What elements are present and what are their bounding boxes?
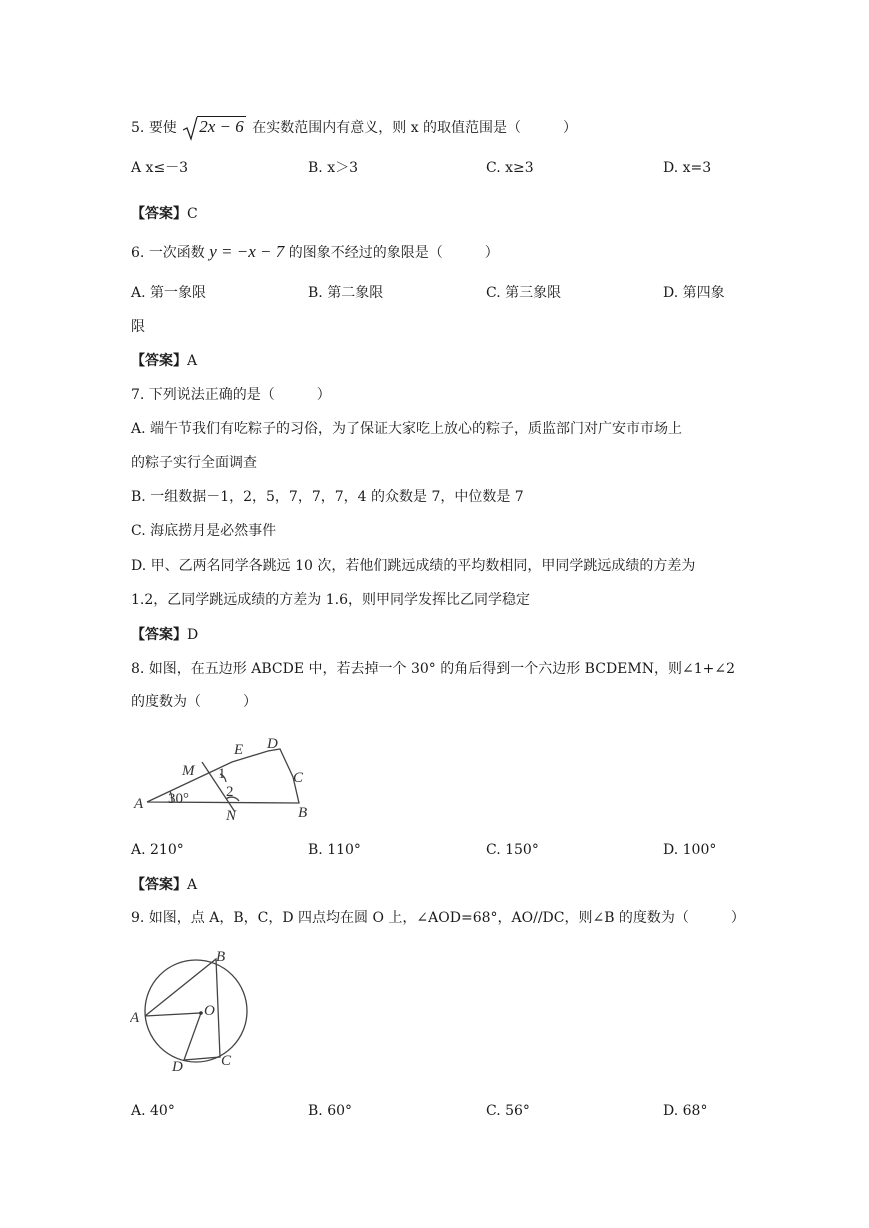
q6-number: 6.: [131, 245, 145, 261]
q7-option-a-line2: 的粽子实行全面调查: [131, 455, 257, 471]
q5-radicand: 2x − 6: [199, 117, 244, 136]
answer-value: D: [187, 627, 199, 643]
answer-value: C: [187, 206, 198, 222]
q8-option-c: C. 150°: [486, 842, 539, 858]
q7-option-c: C. 海底捞月是必然事件: [131, 523, 277, 539]
fig-label-d: D: [267, 736, 278, 752]
q7-option-d-line1: D. 甲、乙两名同学各跳远 10 次，若他们跳远成绩的平均数相同，甲同学跳远成绩的方差为: [131, 558, 696, 574]
q5-stem-post: 在实数范围内有意义，则 x 的取值范围是（ ）: [252, 120, 578, 136]
fig-label-b: B: [298, 805, 308, 821]
fig-label-d: D: [172, 1059, 183, 1075]
q8-stem-line2: 的度数为（ ）: [131, 694, 257, 710]
fig-label-c: C: [221, 1053, 232, 1069]
q5-number: 5.: [131, 120, 145, 136]
fig-label-a: A: [134, 796, 144, 812]
q5-option-a: A x≤－3: [131, 160, 189, 176]
q8-option-b: B. 110°: [308, 842, 361, 858]
fig-label-b: B: [216, 949, 226, 965]
answer-label: 【答案】: [131, 877, 187, 893]
q7-option-a-line1: A. 端午节我们有吃粽子的习俗，为了保证大家吃上放心的粽子，质监部门对广安市市场上: [131, 421, 683, 437]
center-point: [199, 1011, 203, 1015]
pentagon-figure: [130, 730, 330, 825]
fig-label-angle-2: 2: [226, 784, 234, 800]
q9-stem: 9. 如图，点 A，B，C，D 四点均在圆 O 上，∠AOD=68°，AO//DC，则∠B 的度数为（ ）: [131, 910, 745, 926]
q9-option-d: D. 68°: [663, 1103, 708, 1119]
q6-stem-post: 的图象不经过的象限是（ ）: [288, 245, 499, 261]
q6-option-a: A. 第一象限: [131, 285, 207, 301]
q5-option-d: D. x=3: [663, 160, 712, 176]
fig-label-e: E: [234, 742, 244, 758]
q5-stem-pre: 要使: [148, 120, 177, 136]
q8-answer: [131, 874, 197, 894]
q6-stem-pre: 一次函数: [148, 245, 205, 261]
fig-label-angle: 30°: [168, 791, 189, 807]
q9-option-a: A. 40°: [131, 1103, 175, 1119]
fig-label-angle-1: 1: [218, 766, 226, 782]
answer-value: A: [187, 353, 198, 369]
fig-label-c: C: [293, 770, 304, 786]
radical-sign-icon: [183, 115, 199, 141]
answer-label: 【答案】: [131, 353, 187, 369]
fig-label-m: M: [182, 763, 195, 779]
q6-option-d: D. 第四象: [663, 285, 725, 301]
answer-label: 【答案】: [131, 206, 187, 222]
fig-label-o: O: [204, 1003, 215, 1019]
q8-option-d: D. 100°: [663, 842, 717, 858]
sqrt-expression: [183, 117, 246, 138]
q8-option-a: A. 210°: [131, 842, 184, 858]
fig-label-n: N: [226, 808, 237, 824]
q7-option-d-line2: 1.2，乙同学跳远成绩的方差为 1.6，则甲同学发挥比乙同学稳定: [131, 592, 530, 608]
q5-option-b: B. x＞3: [308, 160, 358, 176]
q8-stem-line1: 8. 如图，在五边形 ABCDE 中，若去掉一个 30° 的角后得到一个六边形 BCDEMN，则∠1+∠2: [131, 661, 735, 677]
q6-stem: [131, 242, 499, 263]
q9-option-b: B. 60°: [308, 1103, 353, 1119]
answer-value: A: [187, 877, 198, 893]
q5-answer: [131, 203, 198, 223]
q6-option-d-wrap: 限: [131, 319, 145, 335]
answer-label: 【答案】: [131, 627, 187, 643]
q7-option-b: B. 一组数据－1，2，5，7，7，7，4 的众数是 7，中位数是 7: [131, 489, 524, 505]
q9-option-c: C. 56°: [486, 1103, 530, 1119]
fig-label-a: A: [130, 1010, 140, 1026]
q6-option-b: B. 第二象限: [308, 285, 384, 301]
q5-option-c: C. x≥3: [486, 160, 534, 176]
q7-answer: [131, 624, 198, 644]
q6-option-c: C. 第三象限: [486, 285, 562, 301]
q6-expression: y = −x − 7: [209, 242, 285, 261]
q6-answer: [131, 350, 197, 370]
q5-stem: [131, 117, 577, 138]
q7-stem: 7. 下列说法正确的是（ ）: [131, 387, 331, 403]
circle-figure: [130, 945, 255, 1075]
